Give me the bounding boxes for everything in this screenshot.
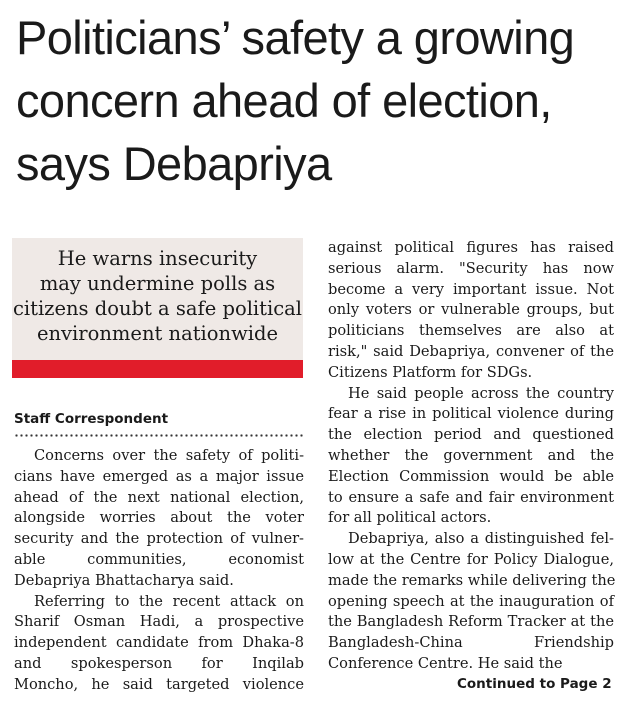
text-line: alongside worries about the voter: [14, 509, 304, 527]
text-line: the election period and questioned: [328, 426, 614, 444]
text-line: only voters or vulnerable groups, but: [328, 301, 614, 319]
text-line: He said people across the country: [348, 384, 614, 402]
text-line: risk," said Debapriya, convener of the: [328, 342, 614, 360]
text-line: able communities, economist: [14, 550, 304, 568]
text-line: Concerns over the safety of politi-: [34, 447, 304, 464]
text-line: Citizens Platform for SDGs.: [328, 363, 533, 381]
text-line: Bangladesh-China Friendship: [328, 634, 614, 652]
text-line: become a very important issue. Not: [328, 280, 614, 298]
continued-to-page-link[interactable]: Continued to Page 2: [457, 676, 612, 692]
text-line: made the remarks while delivering the: [328, 571, 616, 589]
text-line: security and the protection of vulner-: [14, 530, 304, 548]
article-column-2: [328, 238, 614, 675]
text-line: Election Commission would be able: [328, 467, 614, 485]
text-line: and spokesperson for Inqilab: [14, 654, 304, 672]
text-line: whether the government and the: [328, 446, 614, 464]
headline-line: says Debapriya: [16, 137, 332, 190]
pull-quote-line: He warns insecurity: [57, 247, 258, 270]
text-line: the Bangladesh Reform Tracker at the: [328, 613, 614, 631]
dotted-divider: [14, 434, 303, 437]
headline-line: Politicians’ safety a growing: [16, 11, 575, 64]
pull-quote-text: [12, 246, 303, 346]
text-line: opening speech at the inauguration of: [328, 592, 614, 610]
text-line: ahead of the next national election,: [14, 488, 304, 506]
article-column-1: [14, 446, 304, 696]
headline-line: concern ahead of election,: [16, 74, 552, 127]
text-line: Sharif Osman Hadi, a prospective: [14, 613, 304, 631]
text-line: fear a rise in political violence during: [328, 405, 614, 423]
pull-quote-line: environment nationwide: [36, 322, 279, 345]
headline: [16, 6, 616, 195]
text-line: cians have emerged as a major issue: [14, 467, 304, 485]
text-line: against political figures has raised: [328, 239, 614, 256]
text-line: Moncho, he said targeted violence: [14, 675, 304, 693]
pull-quote-box: [12, 238, 303, 378]
text-line: to ensure a safe and fair environment: [328, 488, 614, 506]
text-line: Referring to the recent attack on: [34, 592, 304, 610]
text-line: serious alarm. "Security has now: [328, 259, 614, 277]
text-line: for all political actors.: [328, 509, 492, 527]
text-line: Debapriya Bhattacharya said.: [14, 571, 234, 589]
pull-quote-line: may undermine polls as: [39, 272, 276, 295]
text-line: Debapriya, also a distinguished fel-: [348, 530, 614, 548]
pull-quote-line: citizens doubt a safe political: [12, 297, 303, 320]
pull-quote-accent-bar: [12, 360, 303, 378]
text-line: politicians themselves are also at: [328, 322, 614, 340]
byline: Staff Correspondent: [14, 411, 169, 427]
text-line: low at the Centre for Policy Dialogue,: [328, 550, 614, 568]
text-line: independent candidate from Dhaka-8: [14, 634, 304, 652]
text-line: Conference Centre. He said the: [328, 654, 563, 672]
